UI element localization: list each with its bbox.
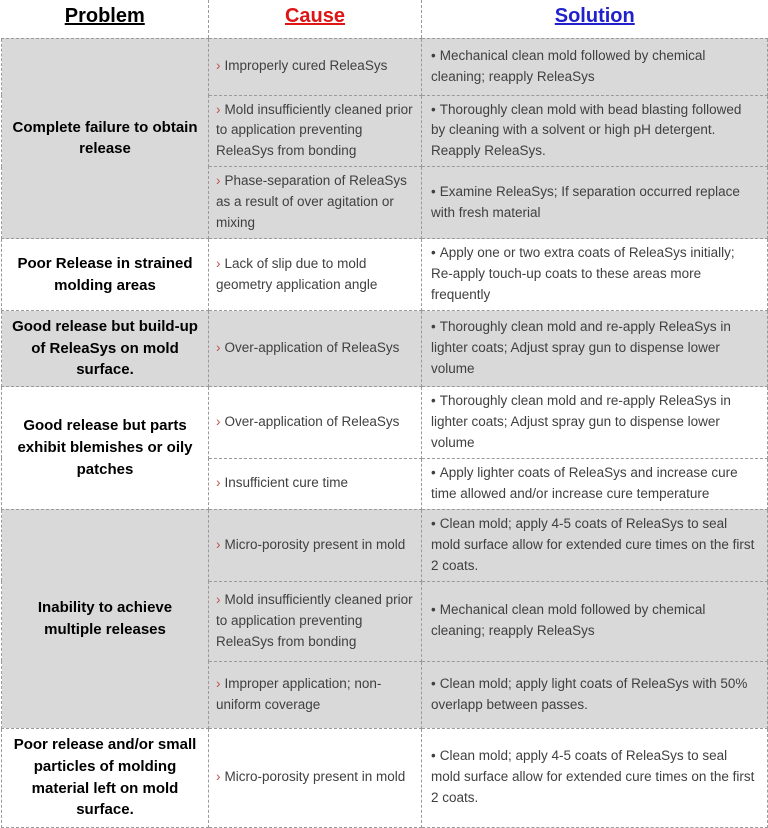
cause-text: Over-application of ReleaSys (224, 340, 400, 356)
solution-text: Mechanical clean mold followed by chemical cleaning; reapply ReleaSys (431, 47, 706, 84)
cause-text: Lack of slip due to mold geometry application angle (216, 255, 378, 292)
cause-text: Over-application of ReleaSys (224, 413, 400, 429)
table-body (2, 38, 768, 827)
cause-cell (209, 239, 422, 311)
solution-cell (422, 311, 768, 387)
cause-cell (209, 167, 422, 239)
cause-bullet-icon: › (216, 101, 221, 117)
cause-bullet-icon: › (216, 173, 221, 189)
cause-bullet-icon: › (216, 255, 221, 271)
solution-cell (422, 458, 768, 509)
solution-bullet-icon: • (431, 675, 436, 691)
cause-text: Improperly cured ReleaSys (224, 58, 388, 74)
cause-bullet-icon: › (216, 58, 221, 74)
solution-cell (422, 239, 768, 311)
solution-bullet-icon: • (431, 47, 436, 63)
solution-cell (422, 728, 768, 827)
cause-text: Mold insufficiently cleaned prior to application preventing ReleaSys from bonding (216, 101, 413, 159)
table-row (2, 387, 768, 459)
cause-text: Micro-porosity present in mold (224, 536, 406, 552)
cause-cell (209, 458, 422, 509)
header-solution: Solution (422, 0, 768, 38)
solution-text: Clean mold; apply 4-5 coats of ReleaSys to seal mold surface allow for extended cure times on the first 2 coats. (431, 748, 755, 806)
solution-cell (422, 581, 768, 661)
solution-text: Clean mold; apply light coats of ReleaSys with 50% overlapp between passes. (431, 675, 748, 712)
problem-cell: Complete failure to obtain release (2, 38, 209, 239)
solution-text: Apply one or two extra coats of ReleaSys initially; Re-apply touch-up coats to these areas more frequently (431, 245, 735, 302)
solution-bullet-icon: • (431, 245, 436, 261)
cause-text: Mold insufficiently cleaned prior to application preventing ReleaSys from bonding (216, 591, 413, 649)
problem-cell: Poor release and/or small particles of molding material left on mold surface. (2, 728, 209, 827)
solution-bullet-icon: • (431, 393, 436, 409)
problem-cell: Good release but build-up of ReleaSys on mold surface. (2, 311, 209, 387)
solution-bullet-icon: • (431, 101, 436, 117)
troubleshooting-table (1, 0, 768, 828)
cause-bullet-icon: › (216, 340, 221, 356)
cause-bullet-icon: › (216, 675, 221, 691)
solution-bullet-icon: • (431, 748, 436, 764)
header-problem: Problem (2, 0, 209, 38)
solution-text: Thoroughly clean mold and re-apply ReleaSys in lighter coats; Adjust spray gun to dispense lower volume (431, 393, 731, 450)
cause-text: Improper application; non-uniform coverage (216, 675, 382, 712)
solution-bullet-icon: • (431, 183, 436, 199)
solution-text: Thoroughly clean mold and re-apply ReleaSys in lighter coats; Adjust spray gun to dispense lower volume (431, 319, 731, 376)
solution-cell (422, 38, 768, 95)
table-row (2, 38, 768, 95)
solution-text: Apply lighter coats of ReleaSys and increase cure time allowed and/or increase cure temperature (431, 464, 738, 501)
cause-text: Phase-separation of ReleaSys as a result of over agitation or mixing (216, 173, 407, 231)
solution-text: Mechanical clean mold followed by chemical cleaning; reapply ReleaSys (431, 602, 706, 639)
cause-cell (209, 509, 422, 581)
cause-cell (209, 311, 422, 387)
cause-cell (209, 387, 422, 459)
table-row (2, 728, 768, 827)
cause-bullet-icon: › (216, 769, 221, 785)
solution-text: Examine ReleaSys; If separation occurred replace with fresh material (431, 183, 740, 220)
solution-cell (422, 95, 768, 167)
cause-bullet-icon: › (216, 591, 221, 607)
cause-cell (209, 581, 422, 661)
problem-cell: Good release but parts exhibit blemishes or oily patches (2, 387, 209, 510)
cause-bullet-icon: › (216, 475, 221, 491)
header-row (2, 0, 768, 38)
table-header (2, 0, 768, 38)
solution-text: Thoroughly clean mold with bead blasting followed by cleaning with a solvent or high pH detergent. Reapply ReleaSys. (431, 101, 742, 159)
cause-cell (209, 661, 422, 728)
cause-text: Micro-porosity present in mold (224, 769, 406, 785)
cause-bullet-icon: › (216, 413, 221, 429)
problem-cell: Poor Release in strained molding areas (2, 239, 209, 311)
cause-text: Insufficient cure time (224, 475, 349, 491)
solution-cell (422, 509, 768, 581)
solution-bullet-icon: • (431, 319, 436, 335)
cause-cell (209, 38, 422, 95)
solution-cell (422, 167, 768, 239)
table-row (2, 509, 768, 581)
table-row (2, 311, 768, 387)
cause-cell (209, 95, 422, 167)
header-cause: Cause (209, 0, 422, 38)
solution-bullet-icon: • (431, 602, 436, 618)
table-row (2, 239, 768, 311)
solution-cell (422, 387, 768, 459)
solution-cell (422, 661, 768, 728)
cause-cell (209, 728, 422, 827)
solution-bullet-icon: • (431, 515, 436, 531)
solution-text: Clean mold; apply 4-5 coats of ReleaSys to seal mold surface allow for extended cure times on the first 2 coats. (431, 515, 755, 573)
cause-bullet-icon: › (216, 536, 221, 552)
solution-bullet-icon: • (431, 464, 436, 480)
problem-cell: Inability to achieve multiple releases (2, 509, 209, 728)
